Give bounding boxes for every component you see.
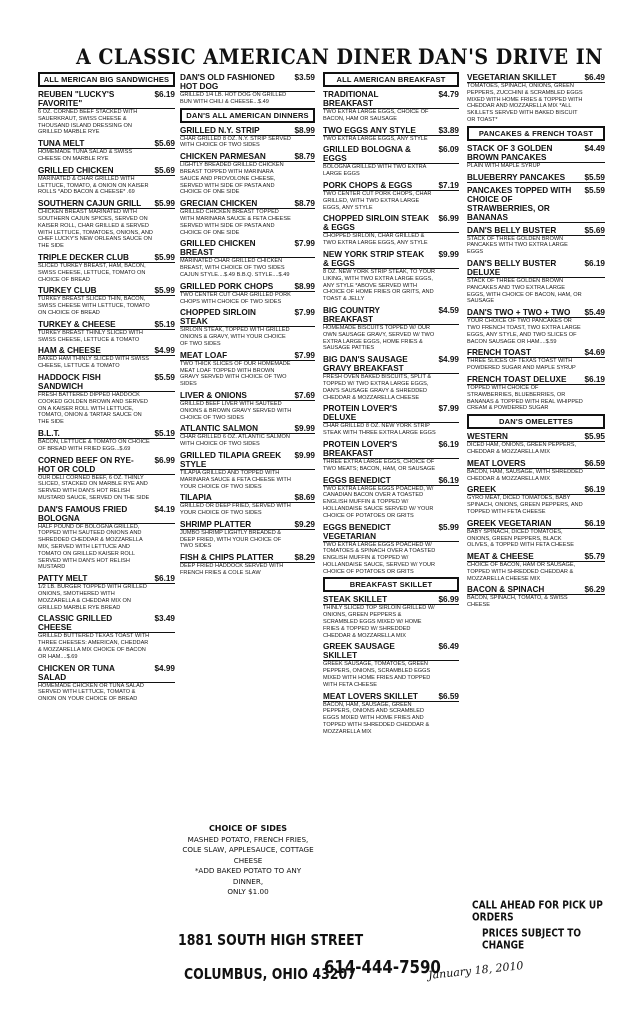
item-price: $8.99 <box>294 125 315 135</box>
item-price: $9.99 <box>438 249 459 259</box>
item-name: CHICKEN OR TUNA SALAD <box>38 664 175 683</box>
column-dinners <box>180 70 315 577</box>
item-description: 6 OZ. CORNED BEEF STACKED WITH SAUERKRAUT, SWISS CHEESE & THOUSAND ISLAND DRESSING ON GRILLED MARBLE RYE <box>38 109 138 136</box>
item-price: $7.99 <box>438 404 459 414</box>
item-name: BIG DAN'S SAUSAGE GRAVY BREAKFAST <box>323 355 459 374</box>
menu-item <box>38 90 175 136</box>
item-price: $6.19 <box>584 258 605 268</box>
item-description: CHOPPED SIRLOIN, CHAR GRILLED & TWO EXTRA LARGE EGGS, ANY STYLE <box>323 233 428 247</box>
item-price: $5.59 <box>154 372 175 382</box>
item-name: DAN'S OLD FASHIONED HOT DOG <box>180 73 315 92</box>
item-price: $8.99 <box>294 281 315 291</box>
item-name: HAM & CHEESE <box>38 346 175 356</box>
item-price: $6.49 <box>438 642 459 652</box>
street-address: 1881 SOUTH HIGH STREET <box>178 930 364 949</box>
item-description: TWO THICK SLICES OF OUR HOMEMADE MEAT LOAF TOPPED WITH BROWN GRAVY SERVED WITH CHOICE OF TWO SIDES <box>180 360 291 388</box>
item-price: $5.99 <box>438 522 459 532</box>
menu-item <box>180 424 315 448</box>
section-heading: ALL AMERICAN BREAKFAST <box>323 72 459 87</box>
item-price: $8.79 <box>294 152 315 162</box>
column-breakfast <box>323 70 459 736</box>
item-price: $9.99 <box>294 424 315 434</box>
item-name: BLUEBERRY PANCAKES <box>467 173 605 183</box>
item-description: TWO EXTRA LARGE EGGS POACHED, W/ CANADIAN BACON OVER A TOASTED ENGLISH MUFFIN & TOPPED W/ HOLLANDAISE SAUCE SERVED W/ YOUR CHOICE OF POTATOES OR GRITS <box>323 485 434 519</box>
item-price: $6.29 <box>584 585 605 595</box>
item-name: GREEK <box>467 485 605 495</box>
item-name: DAN'S BELLY BUSTER <box>467 226 605 236</box>
item-price: $3.89 <box>438 125 459 135</box>
menu-item <box>323 355 459 401</box>
prices-note: PRICES SUBJECT TO CHANGE <box>482 928 582 952</box>
item-price: $6.09 <box>438 145 459 155</box>
item-price: $6.99 <box>154 455 175 465</box>
item-price: $7.69 <box>294 390 315 400</box>
left-title: A CLASSIC AMERICAN DINER <box>76 44 413 70</box>
item-name: GRILLED TILAPIA GREEK STYLE <box>180 451 315 470</box>
item-name: FRENCH TOAST <box>467 348 605 358</box>
item-name: GRILLED CHICKEN <box>38 166 175 176</box>
menu-item <box>38 664 175 703</box>
item-description: GRILLED CHICKEN BREAST TOPPED WITH MARINARA SAUCE & FETA CHEESE SERVED WITH SIDE OF PASTA AND CHOICE OF ONE SIDE <box>180 209 291 236</box>
item-description: GRILLED 1/4 LB. HOT DOG ON GRILLED BUN WITH CHILI & CHEESE...$.49 <box>180 92 287 105</box>
item-name: FISH & CHIPS PLATTER <box>180 553 315 563</box>
item-description: JUMBO SHRIMP LIGHTLY BREADED & DEEP FRIED, WITH YOUR CHOICE OF TWO SIDES <box>180 529 282 550</box>
item-name: B.L.T. <box>38 429 175 439</box>
item-name: PROTEIN LOVER'S DELUXE <box>323 404 459 423</box>
item-description: SLICED TURKEY BREAST, HAM, BACON, SWISS CHEESE, LETTUCE, TOMATO ON CHOICE OF BREAD <box>38 262 146 283</box>
menu-item <box>467 432 605 456</box>
item-price: $5.69 <box>154 139 175 149</box>
menu-item <box>38 574 175 611</box>
item-price: $4.99 <box>438 355 459 365</box>
menu-item <box>180 73 315 106</box>
city-address: COLUMBUS, OHIO 43207 <box>184 964 356 983</box>
item-name: MEAT LOVERS SKILLET <box>323 692 459 702</box>
item-price: $6.59 <box>584 458 605 468</box>
column-pancakes-omelettes <box>467 70 605 609</box>
item-description: CHAR GRILLED 8 OZ. N.Y. STRIP SERVED WITH CHOICE OF TWO SIDES <box>180 135 291 149</box>
menu-item <box>180 199 315 236</box>
menu-item <box>467 485 605 515</box>
item-description: SIRLOIN STEAK, TOPPED WITH GRILLED ONIONS & GRAVY, WITH YOUR CHOICE OF TWO SIDES <box>180 327 290 347</box>
sides-line: *ADD BAKED POTATO TO ANY DINNER, <box>194 866 302 886</box>
item-name: VEGETARIAN SKILLET <box>467 73 605 83</box>
item-name: TRADITIONAL BREAKFAST <box>323 90 459 109</box>
item-price: $9.29 <box>294 519 315 529</box>
menu-item <box>323 692 459 736</box>
item-price: $4.99 <box>154 346 175 356</box>
item-description: THREE EXTRA LARGE EGGS, CHOICE OF TWO MEATS; BACON, HAM, OR SAUSAGE <box>323 458 436 472</box>
menu-item <box>323 126 459 143</box>
item-price: $5.99 <box>154 199 175 209</box>
menu-item <box>38 286 175 316</box>
item-price: $5.19 <box>154 319 175 329</box>
item-price: $9.99 <box>294 450 315 460</box>
item-name: TWO EGGS ANY STYLE <box>323 126 459 136</box>
item-name: ATLANTIC SALMON <box>180 424 315 434</box>
item-name: GRILLED CHICKEN BREAST <box>180 239 315 258</box>
menu-item <box>467 552 605 582</box>
item-price: $6.19 <box>584 518 605 528</box>
item-description: BOLOGNA GRILLED WITH TWO EXTRA LARGE EGGS <box>323 164 427 178</box>
item-name: CHICKEN PARMESAN <box>180 152 315 162</box>
item-description: MARINATED & CHAR GRILLED WITH LETTUCE, TOMATO, & ONION ON KAISER ROLLS *ADD BACON & CHEESE* .69 <box>38 175 149 196</box>
item-description: CHAR GRILLED 8 OZ. NEW YORK STRIP STEAK WITH THREE EXTRA LARGE EGGS <box>323 423 436 437</box>
item-name: TURKEY & CHEESE <box>38 320 175 330</box>
item-price: $4.69 <box>584 348 605 358</box>
menu-item <box>38 346 175 370</box>
item-description: THINLY SLICED TOP SIRLOIN GRILLED W/ ONIONS, GREEN PEPPERS & SCRAMBLED EGGS MIXED W/ HOME FRIES & TOPPED W/ SHREDDED CHEDDAR & MOZZARELLA MIX <box>323 605 435 639</box>
item-description: TILAPIA GRILLED AND TOPPED WITH MARINARA SAUCE & FETA CHEESE WITH YOUR CHOICE OF TWO SIDES <box>180 469 291 490</box>
menu-item <box>467 226 605 256</box>
menu-item <box>38 505 175 572</box>
item-description: HOMEMADE TUNA SALAD & SWISS CHEESE ON MARBLE RYE <box>38 149 133 162</box>
item-name: CORNED BEEF ON RYE-HOT OR COLD <box>38 456 175 475</box>
item-description: OUR DELI CORNED BEEF, 6 OZ. THINLY SLICED, STACKED ON MARBLE RYE AND SERVED WITH DAN'S HOT RELISH MUSTARD SAUCE, SERVED ON THE SIDE <box>38 474 150 501</box>
item-name: WESTERN <box>467 432 605 442</box>
item-description: TURKEY BREAST SLICED THIN, BACON, SWISS CHEESE WITH LETTUCE, TOMATO ON CHOICE OF BREAD <box>38 296 150 316</box>
item-description: BACON, LETTUCE & TOMATO ON CHOICE OF BREAD WITH FRIED EGG...$.69 <box>38 438 150 452</box>
section-heading: BREAKFAST SKILLET <box>323 577 459 592</box>
item-name: HADDOCK FISH SANDWICH <box>38 373 175 392</box>
item-price: $5.69 <box>154 165 175 175</box>
item-name: CHOPPED SIRLOIN STEAK & EGGS <box>323 214 459 233</box>
item-description: YOUR CHOICE OF TWO PANCAKES OR TWO FRENCH TOAST, TWO EXTRA LARGE EGGS, ANY STYLE, AND TWO SLICES OF BACON SAUSAGE OR HAM....$.59 <box>467 318 581 345</box>
menu-item <box>467 186 605 223</box>
menu-item <box>467 259 605 305</box>
item-price: $4.49 <box>584 143 605 153</box>
menu-item <box>38 199 175 250</box>
item-name: DAN'S BELLY BUSTER DELUXE <box>467 259 605 278</box>
item-price: $6.19 <box>154 574 175 584</box>
item-description: BAKED HAM THINLY SLICED WITH SWISS CHEESE, LETTUCE & TOMATO <box>38 356 149 370</box>
item-price: $5.95 <box>584 432 605 442</box>
menu-item <box>467 73 605 124</box>
item-price: $8.69 <box>294 493 315 503</box>
item-price: $4.99 <box>154 663 175 673</box>
menu-item <box>180 493 315 517</box>
item-price: $4.19 <box>154 504 175 514</box>
menu-item <box>323 440 459 473</box>
item-description: TOMATOES, SPINACH, ONIONS, GREEN PEPPERS, ZUCCHINI & SCRAMBLED EGGS MIXED WITH HOME FRIES & TOPPED WITH CHEDDAR AND MOZZARELLA MIX *ALL SKILLETS SERVED WITH BAKED BISCUIT OR TOAST* <box>467 83 583 123</box>
handwritten-date: January 18, 2010 <box>427 959 525 982</box>
item-name: FRENCH TOAST DELUXE <box>467 375 605 385</box>
menu-item <box>180 553 315 577</box>
menu-item <box>323 404 459 437</box>
item-description: HALF POUND OF BOLOGNA GRILLED, TOPPED WITH SAUTEED ONIONS AND SHREDDED CHEDDAR & MOZZARELLA MIX, SERVED WITH LETTUCE AND TOMATO ON GRILLED KAISER ROLL SERVED WITH DAN'S HOT RELISH MUSTARD <box>38 523 143 571</box>
item-name: TUNA MELT <box>38 139 175 149</box>
item-name: MEAT LOAF <box>180 351 315 361</box>
menu-item <box>180 520 315 550</box>
item-price: $5.79 <box>584 552 605 562</box>
item-price: $8.29 <box>294 553 315 563</box>
item-description: CHOICE OF BACON, HAM OR SAUSAGE, TOPPED WITH SHREDDED CHEDDAR & MOZZARELLA CHEESE MIX <box>467 562 576 582</box>
item-price: $3.49 <box>154 614 175 624</box>
item-name: GRILLED PORK CHOPS <box>180 282 315 292</box>
item-name: SHRIMP PLATTER <box>180 520 315 530</box>
menu-item <box>180 451 315 490</box>
item-price: $6.49 <box>584 73 605 82</box>
item-name: DAN'S FAMOUS FRIED BOLOGNA <box>38 505 175 524</box>
item-description: BACON, HAM, SAUSAGE, WITH SHREDDED CHEDDAR & MOZZARELLA MIX <box>467 468 583 482</box>
menu-item <box>323 90 459 123</box>
item-description: GRILLED OR DEEP FRIED, SERVED WITH YOUR CHOICE OF TWO SIDES <box>180 503 291 517</box>
item-description: HOMEMADE CHICKEN OR TUNA SALAD SERVED WITH LETTUCE, TOMATO & ONION ON YOUR CHOICE OF BREAD <box>38 682 144 703</box>
menu-item <box>38 139 175 163</box>
item-description: GYRO MEAT, DICED TOMATOES, BABY SPINACH, ONIONS, GREEN PEPPERS, AND TOPPED WITH FETA CHEESE <box>467 495 583 515</box>
item-price: $5.49 <box>584 308 605 318</box>
item-description: MARINATED CHAR GRILLED CHICKEN BREAST, WITH CHOICE OF TWO SIDES CAJUN STYLE....$.49 B.B.Q. STYLE....$.49 <box>180 258 290 278</box>
item-price: $5.69 <box>584 225 605 235</box>
item-price: $7.99 <box>294 308 315 318</box>
item-description: 8 OZ. NEW YORK STRIP STEAK, TO YOUR LIKING, WITH TWO EXTRA LARGE EGGS, ANY STYLE *ABOVE SERVED WITH CHOICE OF HOME FRIES OR GRITS, AND TOAST & JELLY <box>323 268 436 303</box>
item-description: THREE SLICES OF TEXAS TOAST WITH POWDERED SUGAR AND MAPLE SYRUP <box>467 358 576 372</box>
item-price: $4.59 <box>438 305 459 315</box>
item-price: $6.19 <box>584 374 605 384</box>
item-name: MEAT LOVERS <box>467 459 605 469</box>
item-name: PANCAKES TOPPED WITH CHOICE OF STRAWBERRIES, OR BANANAS <box>467 186 605 223</box>
item-name: NEW YORK STRIP STEAK & EGGS <box>323 250 459 269</box>
item-price: $4.79 <box>438 90 459 99</box>
choice-of-sides <box>182 824 314 898</box>
item-name: SOUTHERN CAJUN GRILL <box>38 199 175 209</box>
item-description: GRILLED BEEF LIVER WITH SAUTEED ONIONS & BROWN GRAVY SERVED WITH CHOICE OF TWO SIDES <box>180 400 292 421</box>
sides-line: COLE SLAW, APPLESAUCE, COTTAGE CHEESE <box>182 845 314 865</box>
item-price: $5.19 <box>154 428 175 438</box>
item-description: TOPPED WITH CHOICE OF STRAWBERRIES, BLUEBERRIES, OR BANANAS & TOPPED WITH REAL WHIPPED CREAM & POWDERED SUGAR <box>467 384 583 412</box>
item-description: CHAR GRILLED 6 OZ. ATLANTIC SALMON WITH CHOICE OF TWO SIDES <box>180 434 290 448</box>
item-price: $5.59 <box>584 172 605 182</box>
item-price: $7.19 <box>438 180 459 190</box>
item-name: GRILLED BOLOGNA & EGGS <box>323 145 459 164</box>
item-name: TILAPIA <box>180 493 315 503</box>
menu-item <box>323 250 459 303</box>
item-description: PLAIN WITH MAPLE SYRUP <box>467 162 541 169</box>
call-ahead-note: CALL AHEAD FOR PICK UP ORDERS <box>472 900 603 924</box>
sides-title: CHOICE OF SIDES <box>208 824 288 833</box>
item-description: TWO CENTER CUT CHAR GRILLED PORK CHOPS WITH CHOICE OF TWO SIDES <box>180 291 291 305</box>
item-name: GREEK VEGETARIAN <box>467 519 605 529</box>
menu-item <box>467 519 605 549</box>
item-description: STACK OF THREE GOLDEN BROWN PANCAKES AND TWO EXTRA LARGE EGGS, WITH CHOICE OF BACON, HAM, OR SAUSAGE <box>467 277 582 305</box>
item-name: GREEK SAUSAGE SKILLET <box>323 642 459 661</box>
item-price: $5.99 <box>154 252 175 262</box>
item-description: TURKEY BREAST THINLY SLICED WITH SWISS CHEESE, LETTUCE & TOMATO <box>38 329 143 343</box>
menu-item <box>323 523 459 576</box>
menu-item <box>467 375 605 412</box>
item-name: PATTY MELT <box>38 574 175 584</box>
item-description: TWO CENTER CUT PORK CHOPS, CHAR GRILLED, WITH TWO EXTRA LARGE EGGS, ANY STYLE <box>323 190 432 211</box>
item-description: DICED HAM, ONIONS, GREEN PEPPERS, CHEDDAR & MOZZARELLA MIX <box>467 442 577 455</box>
item-name: MEAT & CHEESE <box>467 552 605 562</box>
item-name: BIG COUNTRY BREAKFAST <box>323 306 459 325</box>
item-name: GRILLED N.Y. STRIP <box>180 126 315 136</box>
menu-item <box>323 214 459 247</box>
item-name: CLASSIC GRILLED CHEESE <box>38 614 175 633</box>
menu-item <box>323 642 459 688</box>
item-name: REUBEN "LUCKY'S FAVORITE" <box>38 90 175 109</box>
item-name: PORK CHOPS & EGGS <box>323 181 459 191</box>
menu-item <box>180 126 315 150</box>
item-description: TWO EXTRA LARGE EGGS POACHED W/ TOMATOES & SPINACH OVER A TOASTED ENGLISH MUFFIN & TOPPED W/ HOLLANDAISE SAUCE, SERVED W/ YOUR CHOICE OF POTATOES OR GRITS <box>323 541 436 575</box>
menu-item <box>180 391 315 421</box>
item-description: GRILLED BUTTERED TEXAS TOAST WITH THREE CHEESES: AMERICAN, CHEDDAR & MOZZARELLA MIX CHOICE OF BACON OR HAM....$.69 <box>38 633 150 660</box>
sides-line: MASHED POTATO, FRENCH FRIES, <box>187 834 309 844</box>
item-price: $6.19 <box>584 485 605 495</box>
column-sandwiches <box>38 70 175 703</box>
item-price: $6.19 <box>438 475 459 485</box>
item-name: BACON & SPINACH <box>467 585 605 595</box>
item-price: $7.99 <box>294 350 315 360</box>
menu-item <box>323 306 459 352</box>
menu-item <box>38 320 175 344</box>
menu-item <box>38 614 175 660</box>
menu-item <box>38 166 175 196</box>
menu-item <box>467 585 605 609</box>
menu-item <box>180 152 315 196</box>
menu-item <box>323 595 459 639</box>
item-name: EGGS BENEDICT VEGETARIAN <box>323 523 459 542</box>
item-description: BACON, HAM, SAUSAGE, GREEN PEPPERS, ONIONS AND SCRAMBLED EGGS MIXED WITH HOME FRIES AND TOPPED WITH SHREDDED CHEDDAR & MOZZARELLA MIX <box>323 701 430 735</box>
item-description: BABY SPINACH, DICED TOMATOES, ONIONS, GREEN PEPPERS, BLACK OLIVES, & TOPPED WITH FETA CHEESE <box>467 528 574 549</box>
menu-item <box>180 351 315 388</box>
menu-item <box>180 282 315 306</box>
menu-item <box>38 456 175 502</box>
item-name: STEAK SKILLET <box>323 595 459 605</box>
item-description: HOMEMADE BISCUITS TOPPED W/ OUR OWN SAUSAGE GRAVY, SERVED W/ TWO EXTRA LARGE EGGS, HOME FRIES & SAUSAGE PATTIES <box>323 324 435 352</box>
menu-item <box>38 429 175 453</box>
phone-number: 614-444-7590 <box>324 956 441 978</box>
item-price: $7.99 <box>294 239 315 249</box>
menu-item <box>467 459 605 483</box>
menu-item <box>323 476 459 520</box>
section-heading: DAN'S OMELETTES <box>467 414 605 429</box>
item-price: $6.19 <box>438 439 459 449</box>
item-price: $3.59 <box>294 73 315 82</box>
item-name: GRECIAN CHICKEN <box>180 199 315 209</box>
item-description: CHICKEN BREAST MARINATED WITH SOUTHERN CAJUN SPICES, SERVED ON KAISER ROLL, CHAR GRILLED & SERVED WITH LETTUCE, TOMATOES, ONIONS, AND CHEF LUCKY'S NEW ORLEANS SAUCE ON THE SIDE <box>38 209 153 250</box>
item-name: TURKEY CLUB <box>38 286 175 296</box>
item-description: TWO EXTRA LARGE EGGS, CHOICE OF BACON, HAM OR SAUSAGE <box>323 109 429 122</box>
menu-item <box>323 145 459 178</box>
item-price: $5.59 <box>584 185 605 195</box>
item-price: $8.79 <box>294 199 315 209</box>
menu-item <box>467 348 605 372</box>
item-description: 1/2 LB. BURGER TOPPED WITH GRILLED ONIONS, SMOTHERED WITH MOZZARELLA & CHEDDAR MIX ON GRILLED MARBLE RYE BREAD <box>38 584 147 611</box>
menu-item <box>38 373 175 426</box>
item-description: STACK OF THREE GOLDEN BROWN PANCAKES WITH TWO EXTRA LARGE EGGS <box>467 235 568 256</box>
item-name: STACK OF 3 GOLDEN BROWN PANCAKES <box>467 144 605 163</box>
right-title: DAN'S DRIVE IN <box>418 44 603 70</box>
item-name: EGGS BENEDICT <box>323 476 459 486</box>
item-description: FRESH BATTERED DIPPED HADDOCK COOKED GOLDEN BROWN AND SERVED ON A KAISER ROLL WITH LETTUCE, TOMATO, ONION & TARTAR SAUCE ON THE SIDE <box>38 391 148 426</box>
section-heading: ALL MERICAN BIG SANDWICHES <box>38 72 175 87</box>
item-name: TRIPLE DECKER CLUB <box>38 253 175 263</box>
item-price: $6.19 <box>154 90 175 99</box>
item-name: DAN'S TWO + TWO + TWO <box>467 308 605 318</box>
menu-item <box>467 144 605 170</box>
item-name: PROTEIN LOVER'S BREAKFAST <box>323 440 459 459</box>
item-description: TWO EXTRA LARGE EGGS, ANY STYLE <box>323 135 428 142</box>
item-description: FRESH OVEN BAKED BISCUITS, SPLIT & TOPPED W/ TWO EXTRA LARGE EGGS, DAN'S SAUSAGE GRAVY & SHREDDED CHEDDAR & MOZZARELLA CHEESE <box>323 374 432 401</box>
menu-item <box>467 173 605 183</box>
item-price: $6.59 <box>438 691 459 701</box>
section-heading: PANCAKES & FRENCH TOAST <box>467 126 605 141</box>
item-description: BACON, SPINACH, TOMATO, & SWISS CHEESE <box>467 595 568 609</box>
item-price: $6.99 <box>438 214 459 224</box>
menu-item <box>467 308 605 345</box>
item-description: LIGHTLY BREADED GRILLED CHICKEN BREAST TOPPED WITH MARINARA SAUCE AND PROVOLONE CHEESE, SERVED WITH SIDE OF PASTA AND CHOICE OF ONE SIDE <box>180 162 284 196</box>
menu-item <box>180 239 315 278</box>
item-name: LIVER & ONIONS <box>180 391 315 401</box>
section-heading: DAN'S ALL AMERICAN DINNERS <box>180 108 315 123</box>
menu-item <box>323 181 459 211</box>
sides-line: ONLY $1.00 <box>227 887 269 896</box>
item-price: $6.99 <box>438 595 459 605</box>
item-name: CHOPPED SIRLOIN STEAK <box>180 308 315 327</box>
item-price: $5.99 <box>154 286 175 296</box>
item-description: DEEP FRIED HADDOCK SERVED WITH FRENCH FRIES & COLE SLAW <box>180 563 284 577</box>
menu-item <box>38 253 175 283</box>
item-description: GREEK SAUSAGE, TOMATOES, GREEN PEPPERS, ONIONS, SCRAMBLED EGGS MIXED WITH HOME FRIES AND TOPPED WITH FETA CHEESE <box>323 661 431 688</box>
menu-item <box>180 308 315 347</box>
